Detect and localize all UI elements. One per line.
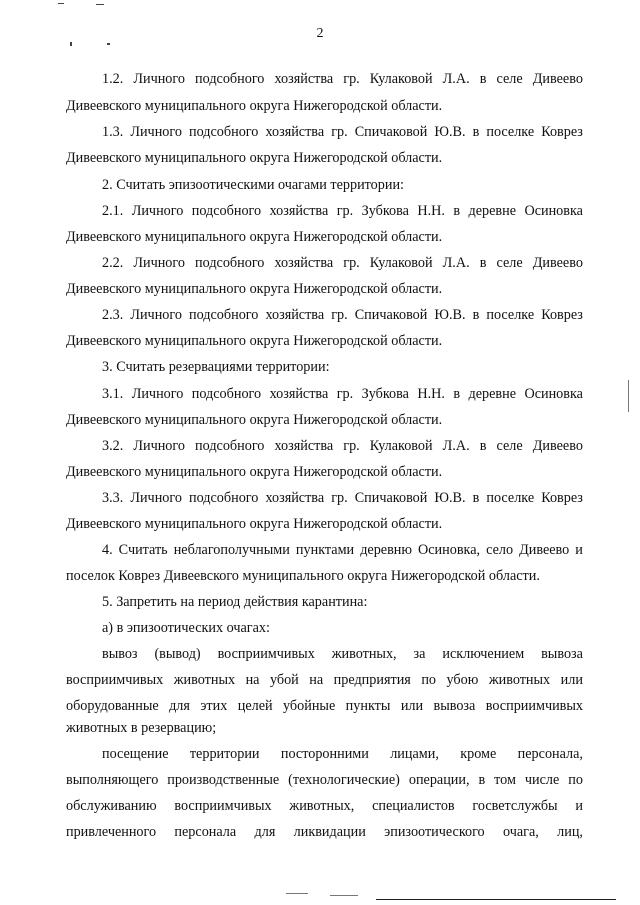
word: операции, [408,772,470,788]
word: гр. [331,307,348,323]
text-line [102,489,583,507]
word: Осиновка [524,386,583,402]
word: Л.А. [442,438,470,454]
word: животных [488,672,551,688]
text-line: Дивеевского муниципального округа Нижегородской области. [66,333,443,349]
text-line [102,541,583,559]
word: очага, [502,824,539,840]
word: за [413,646,426,662]
word: подсобного [195,255,265,271]
word: на [245,672,260,688]
word: селе [496,255,523,271]
text-line: животных в резервацию; [66,720,217,736]
word: ликвидации [293,824,366,840]
text-line [102,123,583,141]
word: Личного [131,203,184,219]
word: для [169,698,190,714]
word: вывоз [102,646,138,662]
word: Л.А. [442,71,470,87]
word: в [453,386,461,402]
word: Ю.В. [434,490,466,506]
word: 2.1. [102,203,124,219]
word: Считать [118,542,168,558]
word: Кулаковой [369,255,433,271]
word: привлеченного [66,824,157,840]
word: по [421,672,436,688]
text-line: Дивеевского муниципального округа Нижегородской области. [66,98,443,114]
word: этих [200,698,228,714]
word: Личного [130,307,182,323]
word: подсобного [195,438,265,454]
text-line: Дивеевского муниципального округа Нижегородской области. [66,516,443,532]
page-number: 2 [316,26,324,41]
word: подсобного [189,124,259,140]
word: посторонними [280,746,369,762]
scan-mark [96,4,104,5]
word: пункты [345,698,391,714]
text-line: Дивеевского муниципального округа Нижегородской области. [66,412,443,428]
word: лицами, [390,746,439,762]
word: Спичаковой [354,124,428,140]
word: хозяйства [265,490,325,506]
word: село [486,542,514,558]
word: Н.Н. [417,203,445,219]
word: или [400,698,424,714]
word: Личного [133,438,185,454]
word: деревне [468,203,517,219]
text-line [66,797,583,815]
word: персонала, [517,746,583,762]
word: Зубкова [361,203,409,219]
word: хозяйства [265,307,325,323]
word: гр. [343,438,360,454]
text-line [102,306,583,324]
word: числе [524,772,560,788]
word: в [453,203,461,219]
word: неблагополучными [173,542,290,558]
word: посещение [102,746,169,762]
word: Личного [130,124,182,140]
word: эпизоотического [384,824,485,840]
word: специалистов [372,798,455,814]
word: хозяйства [265,124,325,140]
word: подсобного [191,203,262,219]
word: гр. [331,124,348,140]
word: деревню [360,542,412,558]
word: (вывод) [154,646,201,662]
word: Коврез [541,490,583,506]
word: или [560,672,583,688]
scan-edge [628,380,629,412]
word: хозяйства [269,386,329,402]
word: деревне [468,386,517,402]
word: и [575,798,583,814]
text-line [102,645,583,663]
word: в [472,124,480,140]
word: поселке [486,490,535,506]
text-line: поселок Коврез Дивеевского муниципального округа Нижегородской области. [66,568,540,584]
word: кроме [460,746,497,762]
word: Осиновка [524,203,583,219]
word: 2.2. [102,255,124,271]
word: убой [269,672,299,688]
word: на [309,672,324,688]
text-line [66,823,583,841]
word: 1.2. [102,71,124,87]
word: 3.2. [102,438,124,454]
word: подсобного [189,307,259,323]
word: исключением [442,646,525,662]
word: вывоза [433,698,476,714]
word: в [479,438,487,454]
word: селе [496,438,523,454]
word: (технологические) [288,772,400,788]
word: восприимчивых [174,798,272,814]
word: выполняющего [66,772,159,788]
word: госветслужбы [472,798,558,814]
text-line: 2. Считать эпизоотическими очагами территории: [102,177,404,193]
word: вывоза [541,646,583,662]
word: селе [496,71,523,87]
word: Ю.В. [434,307,466,323]
word: Спичаковой [354,490,428,506]
word: убойные [283,698,336,714]
word: Личного [131,386,184,402]
text-line: Дивеевского муниципального округа Нижегородской области. [66,150,443,166]
scan-line [330,895,358,896]
word: пунктами [295,542,355,558]
word: предприятия [333,672,411,688]
scan-mark [58,3,64,4]
word: убою [446,672,479,688]
word: гр. [331,490,348,506]
word: Ю.В. [434,124,466,140]
word: хозяйства [274,255,334,271]
word: 3.3. [102,490,124,506]
text-line: Дивеевского муниципального округа Нижегородской области. [66,229,443,245]
word: хозяйства [274,438,334,454]
text-line [102,385,583,403]
word: по [568,772,583,788]
word: животных, [289,798,355,814]
word: Осиновка, [418,542,481,558]
text-line [66,771,583,789]
word: подсобного [191,386,262,402]
word: хозяйства [274,71,334,87]
word: Дивеево [519,542,570,558]
word: Личного [133,71,185,87]
word: животных, [331,646,397,662]
text-line: Дивеевского муниципального округа Нижегородской области. [66,281,443,297]
word: целей [237,698,273,714]
word: Личного [130,490,182,506]
word: Дивеево [532,255,583,271]
word: в [472,490,480,506]
word: обслуживанию [66,798,157,814]
word: производственные [167,772,280,788]
word: 3.1. [102,386,124,402]
word: Коврез [541,307,583,323]
word: для [254,824,276,840]
word: Кулаковой [369,438,433,454]
word: в [479,255,487,271]
word: лиц, [557,824,583,840]
word: гр. [343,255,360,271]
word: Л.А. [442,255,470,271]
word: Личного [133,255,185,271]
word: 1.3. [102,124,124,140]
text-line: 3. Считать резервациями территории: [102,359,330,375]
word: подсобного [195,71,265,87]
word: Дивеево [532,71,583,87]
scan-mark [107,43,110,45]
word: в [478,772,486,788]
word: 4. [102,542,113,558]
word: Спичаковой [354,307,428,323]
word: в [472,307,480,323]
word: Коврез [541,124,583,140]
text-line [102,70,583,88]
scan-line [376,899,616,900]
word: гр. [336,203,354,219]
scan-mark [70,42,72,46]
word: Дивеево [532,438,583,454]
word: поселке [486,307,535,323]
text-line [102,745,583,763]
text-line: 5. Запретить на период действия карантина: [102,594,368,610]
word: подсобного [189,490,259,506]
text-line [102,202,583,220]
text-line [102,254,583,272]
word: 2.3. [102,307,124,323]
word: восприимчивых [217,646,315,662]
word: гр. [336,386,354,402]
scan-line [286,893,308,894]
word: Н.Н. [417,386,445,402]
word: в [479,71,487,87]
word: животных [173,672,236,688]
word: том [494,772,516,788]
text-line: Дивеевского муниципального округа Нижегородской области. [66,464,443,480]
text-line [66,671,583,689]
word: персонала [174,824,237,840]
word: оборудованные [66,698,159,714]
word: гр. [343,71,360,87]
word: и [575,542,583,558]
word: Кулаковой [369,71,433,87]
word: хозяйства [269,203,329,219]
text-line [66,697,583,715]
word: восприимчивых [66,672,164,688]
text-line [102,437,583,455]
text-line: а) в эпизоотических очагах: [102,620,270,636]
word: поселке [486,124,535,140]
word: восприимчивых [485,698,583,714]
word: Зубкова [361,386,409,402]
word: территории [189,746,260,762]
